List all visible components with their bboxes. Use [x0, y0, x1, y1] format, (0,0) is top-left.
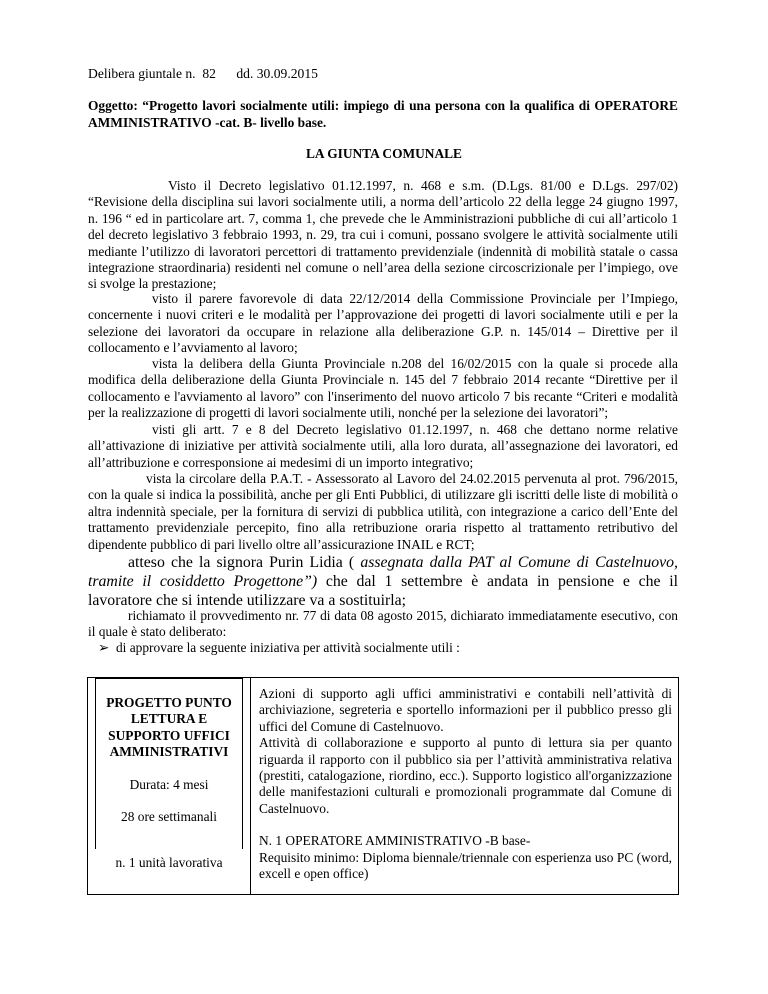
project-table — [87, 677, 679, 895]
table-row — [88, 678, 679, 895]
paragraph-delibera-provinciale: vista la delibera della Giunta Provinciale n.208 del 16/02/2015 con la quale si procede alla modifica della deliberazione della Giunta Provinciale n. 145 del 7 febbraio 2014 recante “Direttive per il collocamento e l'avviamento al lavoro” con l'inserimento del nuovo articolo 7 bis recante “Criteri e modalità per la realizzazione di progetti di lavori socialmente utili, nonché per la selezione dei lavoratori”; — [88, 356, 678, 421]
paragraph-atteso — [88, 553, 678, 610]
project-requirement: Requisito minimo: Diploma biennale/triennale con esperienza uso PC (word, excell e open office) — [259, 849, 672, 882]
atteso-italic-text: assegnata dalla PAT al Comune di Castelnuovo, tramite il cosiddetto Progettone”) — [88, 554, 678, 590]
atteso-text-end: che dal 1 settembre è andata in pensione e che il lavoratore che si intende utilizzare va a sostituirla; — [88, 573, 678, 609]
paragraph-decreto: Visto il Decreto legislativo 01.12.1997, n. 468 e s.m. (D.Lgs. 81/00 e D.Lgs. 297/02) “Revisione della disciplina sui lavori socialmente utili, a norma dell’articolo 22 della legge 24 giugno 1997, n. 196 “ ed in particolare art. 7, comma 1, che prevede che le Amministrazioni pubbliche di cui all’articolo 1 del decreto legislativo 3 febbraio 1993, n. 29, tra cui i comuni, possano svolgere le attività socialmente utili mediante l’utilizzo di lavoratori percettori di trattamento previdenziale (indennità di mobilità statale o cassa integrazione straordinaria) residenti nel comune o nell’area della sezione circoscrizionale per l’impiego, ove si svolge la prestazione; — [88, 178, 678, 292]
project-units: n. 1 unità lavorativa — [115, 855, 223, 871]
delibera-header — [88, 66, 318, 82]
arrow-bullet-icon: ➢ — [98, 640, 110, 655]
project-summary-cell — [88, 678, 251, 895]
project-description: Azioni di supporto agli uffici amministrativi e contabili nell’attività di archiviazione, segreteria e sportello informazioni per il pubblico presso gli uffici del Comune di Castelnuovo. — [259, 686, 672, 734]
paragraph-richiamato: richiamato il provvedimento nr. 77 di data 08 agosto 2015, dichiarato immediatamente esecutivo, con il quale è stato deliberato: — [88, 608, 678, 640]
document-title: LA GIUNTA COMUNALE — [306, 146, 462, 161]
atteso-text-start: atteso che la signora Purin Lidia ( — [128, 554, 361, 571]
delibera-date: dd. 30.09.2015 — [236, 66, 318, 81]
project-details-cell — [251, 678, 679, 895]
project-summary-inner — [95, 678, 243, 871]
bullet-item — [98, 640, 460, 656]
paragraph-circolare: vista la circolare della P.A.T. - Assessorato al Lavoro del 24.02.2015 pervenuta al prot. 796/2015, con la quale si indica la possibilità, anche per gli Enti Pubblici, di utilizzare gli iscritti delle liste di mobilità o altra indennità speciale, per la fornitura di servizi di pubblica utilità, con integrazione a carico dell’Ente del trattamento previdenziale percepito, fino alla retribuzione oraria rispetto al trattamento retributivo del dipendente pubblico di pari livello oltre all’assicurazione INAIL e RCT; — [88, 471, 678, 552]
delibera-number: Delibera giuntale n. 82 — [88, 66, 216, 81]
bullet-text: di approvare la seguente iniziativa per attività socialmente utili : — [115, 640, 460, 655]
paragraph-parere: visto il parere favorevole di data 22/12/2014 della Commissione Provinciale per l’Impiego, concernente i nuovi criteri e le modalità per l’approvazione dei progetti di lavori socialmente utili e per la selezione dei lavoratori da occupare in relazione alla deliberazione G.P. n. 145/014 – Direttive per il collocamento e l’avviamento al lavoro; — [88, 291, 678, 356]
subject-line: Oggetto: “Progetto lavori socialmente utili: impiego di una persona con la qualifica di OPERATORE AMMINISTRATIVO -cat. B- livello base. — [88, 98, 678, 130]
project-role: N. 1 OPERATORE AMMINISTRATIVO -B base- — [259, 833, 531, 849]
project-hours: 28 ore settimanali — [121, 809, 217, 825]
project-duration: Durata: 4 mesi — [129, 776, 209, 792]
project-name: PROGETTO PUNTO LETTURA E SUPPORTO UFFICI AMMINISTRATIVI — [106, 695, 232, 760]
paragraph-artt-7-8: visti gli artt. 7 e 8 del Decreto legislativo 01.12.1997, n. 468 che dettano norme relative all’attivazione di iniziative per attività socialmente utili, alla loro durata, all’assegnazione dei lavoratori, ed all’attribuzione e corresponsione ai medesimi di un importo integrativo; — [88, 422, 678, 470]
project-activities: Attività di collaborazione e supporto al punto di lettura sia per quanto riguarda il rapporto con il pubblico sia per l’attività amministrativa relativa (prestiti, catalogazione, riordino, ecc.). Supporto logistico all'organizzazione delle manifestazioni culturali e promozionali programmate dal Comune di Castelnuovo. — [259, 735, 672, 816]
